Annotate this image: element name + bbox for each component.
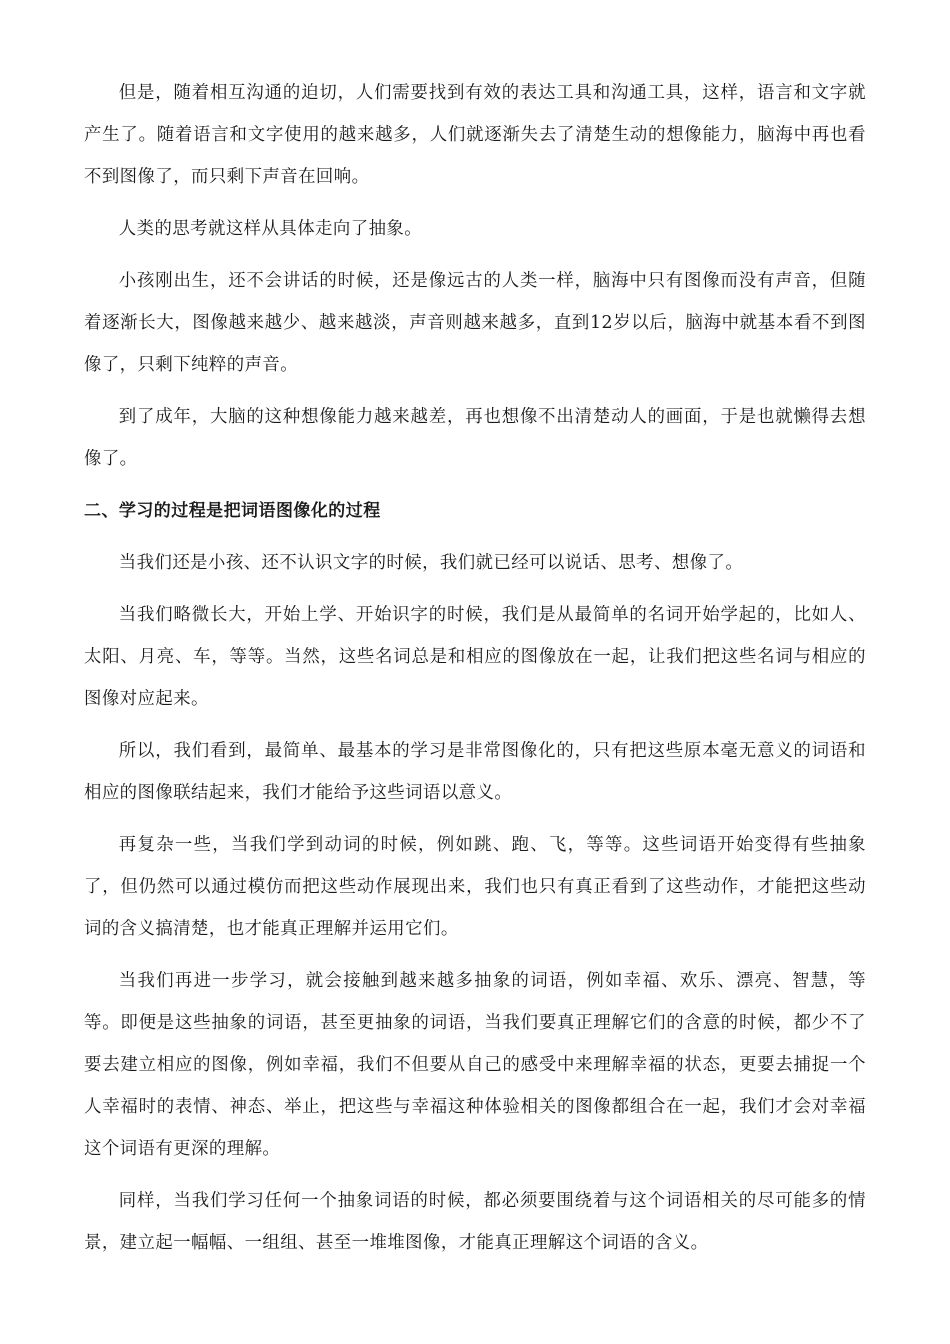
paragraph: 但是，随着相互沟通的迫切，人们需要找到有效的表达工具和沟通工具，这样，语言和文字就产生了。随着语言和文字使用的越来越多，人们就逐渐失去了清楚生动的想像能力，脑海中再也看不到图像了，而只剩下声音在回响。 — [84, 83, 866, 187]
paragraph: 所以，我们看到，最简单、最基本的学习是非常图像化的，只有把这些原本毫无意义的词语和相应的图像联结起来，我们才能给予这些词语以意义。 — [84, 741, 866, 803]
paragraph: 再复杂一些，当我们学到动词的时候，例如跳、跑、飞，等等。这些词语开始变得有些抽象了，但仍然可以通过模仿而把这些动作展现出来，我们也只有真正看到了这些动作，才能把这些动词的含义搞清楚，也才能真正理解并运用它们。 — [84, 835, 866, 939]
paragraph: 同样，当我们学习任何一个抽象词语的时候，都必须要围绕着与这个词语相关的尽可能多的情景，建立起一幅幅、一组组、甚至一堆堆图像，才能真正理解这个词语的含义。 — [84, 1191, 866, 1253]
paragraph: 小孩刚出生，还不会讲话的时候，还是像远古的人类一样，脑海中只有图像而没有声音，但随着逐渐长大，图像越来越少、越来越淡，声音则越来越多，直到12岁以后，脑海中就基本看不到图像了，只剩下纯粹的声音。 — [84, 271, 866, 375]
paragraph: 当我们再进一步学习，就会接触到越来越多抽象的词语，例如幸福、欢乐、漂亮、智慧，等等。即便是这些抽象的词语，甚至更抽象的词语，当我们要真正理解它们的含意的时候，都少不了要去建立相应的图像，例如幸福，我们不但要从自己的感受中来理解幸福的状态，更要去捕捉一个人幸福时的表情、神态、举止，把这些与幸福这种体验相关的图像都组合在一起，我们才会对幸福这个词语有更深的理解。 — [84, 971, 866, 1159]
document-body — [84, 72, 866, 1274]
paragraph: 人类的思考就这样从具体走向了抽象。 — [118, 219, 423, 239]
section-heading: 二、学习的过程是把词语图像化的过程 — [84, 501, 381, 521]
paragraph: 当我们还是小孩、还不认识文字的时候，我们就已经可以说话、思考、想像了。 — [118, 553, 744, 573]
paragraph: 当我们略微长大，开始上学、开始识字的时候，我们是从最简单的名词开始学起的，比如人、太阳、月亮、车，等等。当然，这些名词总是和相应的图像放在一起，让我们把这些名词与相应的图像对应起来。 — [84, 605, 866, 709]
paragraph: 到了成年，大脑的这种想像能力越来越差，再也想像不出清楚动人的画面，于是也就懒得去想像了。 — [84, 407, 866, 469]
